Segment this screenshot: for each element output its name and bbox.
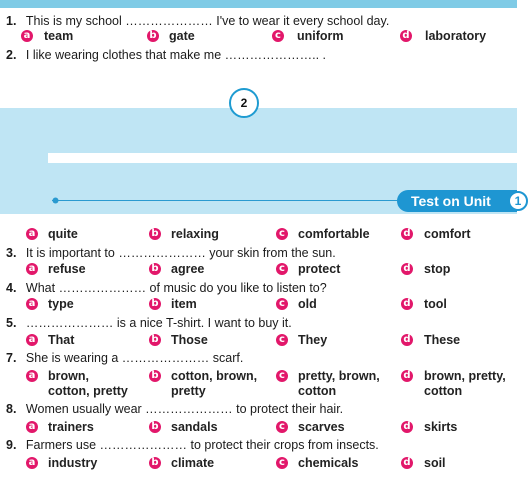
option-badge: c	[276, 228, 288, 240]
option-badge: a	[26, 370, 38, 382]
top-color-band	[0, 0, 517, 8]
question-9	[6, 438, 379, 452]
option-badge: b	[149, 370, 161, 382]
page-gap	[0, 153, 517, 163]
question-7	[6, 351, 243, 365]
question-1	[6, 14, 389, 28]
option-badge: b	[149, 263, 161, 275]
option-badge: b	[149, 421, 161, 433]
option-text[interactable]: quite	[48, 227, 78, 241]
option-text[interactable]: scarves	[298, 420, 345, 434]
option-badge: a	[26, 298, 38, 310]
option-line-2[interactable]: cotton, pretty	[48, 384, 128, 398]
option-badge: a	[26, 263, 38, 275]
option-text[interactable]: soil	[424, 456, 446, 470]
option-text[interactable]: That	[48, 333, 75, 347]
question-text: She is wearing a ………………… scarf.	[25, 351, 244, 365]
question-text: What ………………… of music do you like to listen to?	[25, 281, 327, 295]
option-text[interactable]: sandals	[171, 420, 218, 434]
page-number: 2	[229, 88, 259, 118]
option-badge: c	[276, 457, 288, 469]
option-badge: c	[276, 263, 288, 275]
rule-cap-icon	[52, 197, 59, 204]
question-text: Farmers use ………………… to protect their crops from insects.	[25, 438, 379, 452]
option-badge: d	[401, 298, 413, 310]
option-text[interactable]: old	[298, 297, 317, 311]
option-line-1[interactable]: cotton, brown,	[171, 369, 258, 383]
option-text[interactable]: gate	[169, 29, 195, 43]
option-text[interactable]: laboratory	[425, 29, 487, 43]
option-line-1[interactable]: brown,	[48, 369, 89, 383]
option-badge: d	[401, 334, 413, 346]
page-break-band	[0, 108, 517, 153]
option-badge: a	[26, 457, 38, 469]
option-badge: a	[26, 334, 38, 346]
option-text[interactable]: trainers	[48, 420, 94, 434]
option-badge: c	[276, 421, 288, 433]
option-text[interactable]: They	[298, 333, 328, 347]
option-text[interactable]: Those	[171, 333, 208, 347]
option-badge: a	[21, 30, 33, 42]
page-side-tab	[0, 153, 48, 214]
option-text[interactable]: tool	[424, 297, 447, 311]
question-number: 4.	[6, 281, 17, 295]
option-text[interactable]: uniform	[297, 29, 344, 43]
option-badge: d	[401, 228, 413, 240]
unit-number: 1	[508, 191, 528, 211]
question-number: 3.	[6, 246, 17, 260]
option-badge: c	[272, 30, 284, 42]
option-badge: d	[401, 457, 413, 469]
option-text[interactable]: climate	[171, 456, 215, 470]
question-number: 9.	[6, 438, 17, 452]
unit-banner	[397, 190, 517, 212]
question-number: 7.	[6, 351, 17, 365]
question-3	[6, 246, 336, 260]
question-4	[6, 281, 327, 295]
option-text[interactable]: type	[48, 297, 74, 311]
option-badge: b	[149, 334, 161, 346]
option-text[interactable]: skirts	[424, 420, 458, 434]
option-line-2[interactable]: cotton	[298, 384, 337, 398]
option-badge: c	[276, 334, 288, 346]
question-text: It is important to ………………… your skin from the sun.	[25, 246, 336, 260]
option-text[interactable]: protect	[298, 262, 341, 276]
option-badge: c	[276, 298, 288, 310]
option-line-2[interactable]: pretty	[171, 384, 206, 398]
option-badge: b	[147, 30, 159, 42]
option-line-1[interactable]: brown, pretty,	[424, 369, 506, 383]
question-number: 1.	[6, 14, 17, 28]
option-badge: a	[26, 228, 38, 240]
option-text[interactable]: item	[171, 297, 197, 311]
option-badge: b	[149, 228, 161, 240]
option-badge: d	[401, 421, 413, 433]
question-text: This is my school ………………… I've to wear it every school day.	[25, 14, 390, 28]
option-text[interactable]: team	[44, 29, 74, 43]
option-badge: c	[276, 370, 288, 382]
question-8	[6, 402, 343, 416]
option-text[interactable]: comfortable	[298, 227, 370, 241]
question-text: I like wearing clothes that make me ………………….. .	[25, 48, 327, 62]
option-badge: a	[26, 421, 38, 433]
question-number: 2.	[6, 48, 17, 62]
option-text[interactable]: These	[424, 333, 461, 347]
header-rule	[52, 200, 397, 201]
question-text: ………………… is a nice T-shirt. I want to buy it.	[25, 316, 292, 330]
option-text[interactable]: comfort	[424, 227, 471, 241]
question-2	[6, 48, 326, 62]
option-badge: d	[401, 370, 413, 382]
question-number: 8.	[6, 402, 17, 416]
option-text[interactable]: relaxing	[171, 227, 219, 241]
option-line-1[interactable]: pretty, brown,	[298, 369, 380, 383]
option-text[interactable]: agree	[171, 262, 205, 276]
option-badge: d	[400, 30, 412, 42]
question-number: 5.	[6, 316, 17, 330]
option-text[interactable]: stop	[424, 262, 451, 276]
option-text[interactable]: chemicals	[298, 456, 359, 470]
question-5	[6, 316, 292, 330]
question-text: Women usually wear ………………… to protect their hair.	[25, 402, 344, 416]
option-badge: b	[149, 298, 161, 310]
option-text[interactable]: industry	[48, 456, 98, 470]
option-badge: b	[149, 457, 161, 469]
option-line-2[interactable]: cotton	[424, 384, 463, 398]
unit-banner-label: Test on Unit	[411, 193, 491, 209]
option-badge: d	[401, 263, 413, 275]
option-text[interactable]: refuse	[48, 262, 86, 276]
